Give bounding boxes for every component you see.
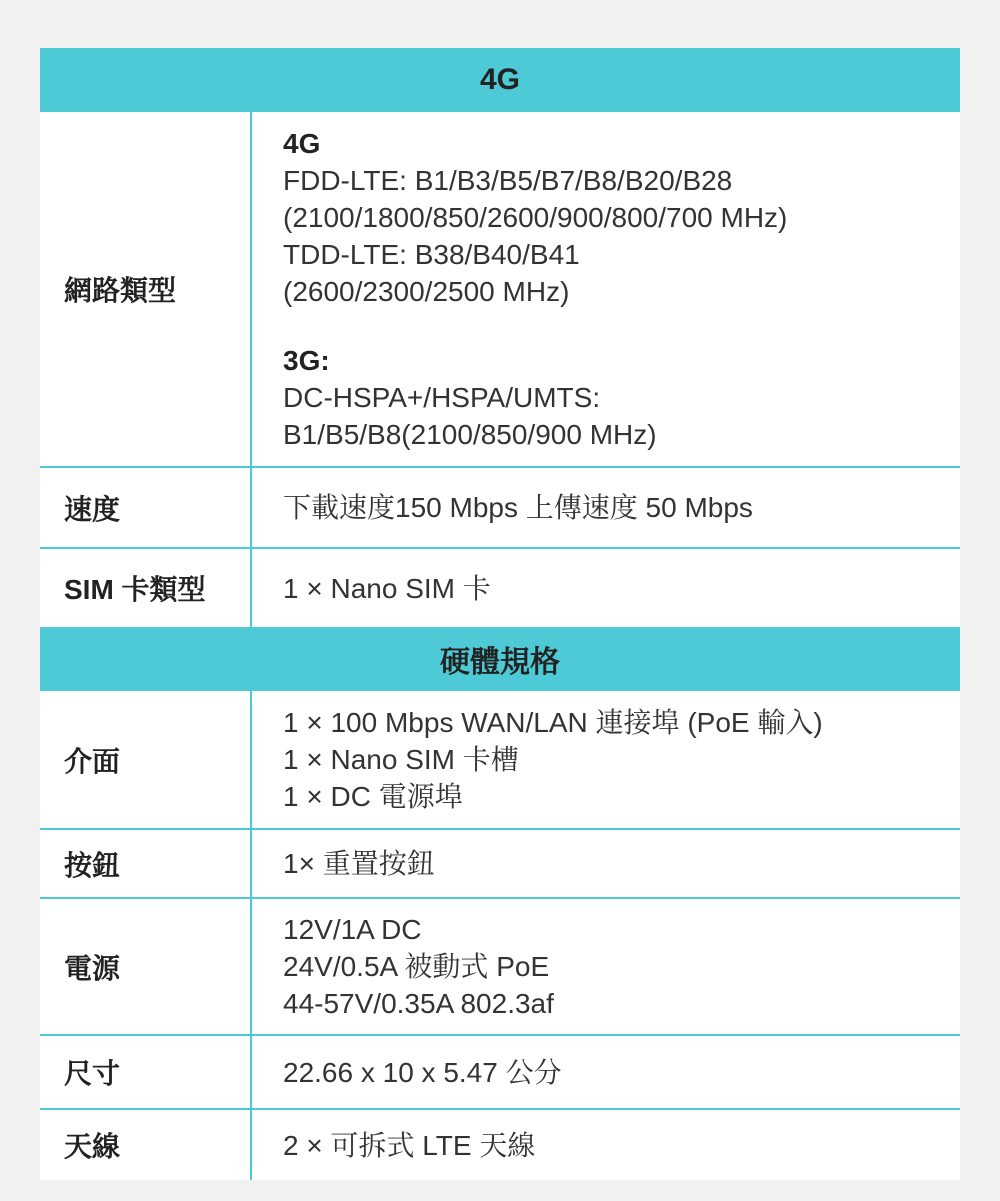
spec-row-dimensions — [40, 1034, 960, 1108]
spec-row-speed — [40, 466, 960, 547]
value-line: 44-57V/0.35A 802.3af — [283, 988, 554, 1019]
spec-table — [40, 48, 960, 1180]
spec-row-sim-type — [40, 547, 960, 627]
value-line: 1 × Nano SIM 卡槽 — [283, 744, 519, 775]
value-line: 24V/0.5A 被動式 PoE — [283, 951, 550, 982]
value-line: B1/B5/B8(2100/850/900 MHz) — [283, 419, 657, 450]
value-line: FDD-LTE: B1/B3/B5/B7/B8/B20/B28 — [283, 165, 733, 196]
spec-label: 按鈕 — [40, 830, 252, 897]
value-line: 1 × Nano SIM 卡 — [283, 572, 491, 604]
spec-value — [252, 549, 960, 627]
spec-label: 電源 — [40, 899, 252, 1034]
spec-label: 速度 — [40, 468, 252, 547]
value-line: 12V/1A DC — [283, 914, 422, 945]
value-line: DC-HSPA+/HSPA/UMTS: — [283, 382, 601, 413]
spec-value — [252, 112, 960, 466]
spec-value — [252, 899, 960, 1034]
spec-value — [252, 468, 960, 547]
value-line: 1 × 100 Mbps WAN/LAN 連接埠 (PoE 輸入) — [283, 707, 823, 738]
value-subtitle: 3G: — [283, 345, 330, 376]
spec-value — [252, 830, 960, 897]
spec-value — [252, 1036, 960, 1108]
spec-label: 網路類型 — [40, 112, 252, 466]
group-spacer — [283, 310, 960, 342]
value-line: 1× 重置按鈕 — [283, 848, 435, 879]
value-subtitle: 4G — [283, 128, 321, 159]
spec-row-network-type — [40, 112, 960, 466]
value-line: TDD-LTE: B38/B40/B41 — [283, 239, 580, 270]
spec-row-antenna — [40, 1108, 960, 1180]
spec-label: 尺寸 — [40, 1036, 252, 1108]
spec-label: SIM 卡類型 — [40, 549, 252, 627]
spec-value — [252, 1110, 960, 1180]
spec-value — [252, 691, 960, 828]
value-line: 2 × 可拆式 LTE 天線 — [283, 1129, 536, 1161]
spec-label: 天線 — [40, 1110, 252, 1180]
spec-row-button — [40, 828, 960, 897]
value-line: (2100/1800/850/2600/900/800/700 MHz) — [283, 202, 788, 233]
spec-row-power — [40, 897, 960, 1034]
value-line: 下載速度150 Mbps 上傳速度 50 Mbps — [283, 492, 753, 523]
value-line: (2600/2300/2500 MHz) — [283, 276, 570, 307]
value-line: 1 × DC 電源埠 — [283, 781, 463, 812]
section-header-4g: 4G — [40, 48, 960, 112]
spec-row-interface — [40, 691, 960, 828]
section-header-hardware: 硬體規格 — [40, 627, 960, 691]
value-line: 22.66 x 10 x 5.47 公分 — [283, 1056, 562, 1088]
spec-label: 介面 — [40, 691, 252, 828]
